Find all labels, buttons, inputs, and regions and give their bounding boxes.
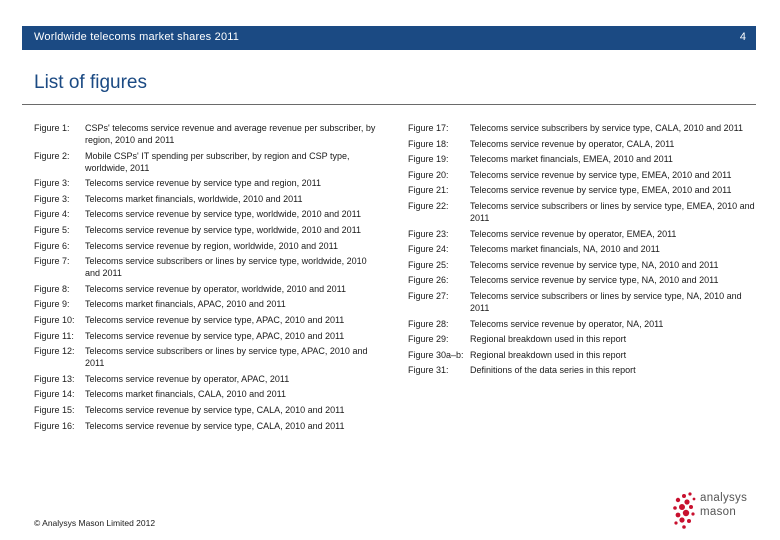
logo-dot bbox=[682, 494, 686, 498]
figure-entry bbox=[408, 184, 758, 196]
figure-number: Figure 28: bbox=[408, 318, 449, 329]
figure-number: Figure 21: bbox=[408, 185, 449, 196]
figure-caption: Telecoms service revenue by region, worldwide, 2010 and 2011 bbox=[85, 240, 338, 251]
figure-number: Figure 20: bbox=[408, 169, 449, 180]
figure-number: Figure 4: bbox=[34, 209, 70, 220]
figure-entry bbox=[34, 345, 384, 369]
figure-caption: Telecoms market financials, APAC, 2010 and 2011 bbox=[85, 299, 286, 310]
logo-word-1: analysys bbox=[700, 492, 748, 504]
logo-dot bbox=[674, 521, 677, 524]
figure-number: Figure 29: bbox=[408, 334, 449, 345]
figure-caption: Telecoms service revenue by service type, EMEA, 2010 and 2011 bbox=[470, 169, 732, 180]
analysys-mason-logo bbox=[666, 488, 766, 532]
figure-number: Figure 26: bbox=[408, 275, 449, 286]
figure-caption: Telecoms service revenue by service type, APAC, 2010 and 2011 bbox=[85, 314, 345, 325]
figure-number: Figure 12: bbox=[34, 346, 75, 357]
figure-entry bbox=[408, 259, 758, 271]
figure-number: Figure 24: bbox=[408, 244, 449, 255]
figure-caption: Mobile CSPs' IT spending per subscriber, by region and CSP type, worldwide, 2011 bbox=[85, 150, 350, 173]
figure-number: Figure 6: bbox=[34, 240, 70, 251]
figure-number: Figure 10: bbox=[34, 314, 75, 325]
page-number: 4 bbox=[739, 31, 746, 43]
figure-caption: Telecoms service revenue by service type, worldwide, 2010 and 2011 bbox=[85, 224, 361, 235]
logo-dot bbox=[682, 525, 686, 529]
figure-entry bbox=[34, 240, 384, 252]
figure-number: Figure 8: bbox=[34, 283, 70, 294]
figure-list-left bbox=[34, 122, 384, 435]
logo-dot bbox=[683, 510, 689, 516]
figure-number: Figure 16: bbox=[34, 420, 75, 431]
figure-number: Figure 19: bbox=[408, 154, 449, 165]
copyright-footer: © Analysys Mason Limited 2012 bbox=[34, 518, 156, 528]
figure-caption: Telecoms service revenue by service type, worldwide, 2010 and 2011 bbox=[85, 209, 361, 220]
figure-caption: Telecoms service revenue by service type, CALA, 2010 and 2011 bbox=[85, 404, 345, 415]
figure-entry bbox=[34, 193, 384, 205]
figure-number: Figure 1: bbox=[34, 123, 70, 133]
figure-entry bbox=[408, 122, 758, 134]
figure-number: Figure 18: bbox=[408, 138, 449, 149]
figure-entry bbox=[34, 298, 384, 310]
figure-number: Figure 9: bbox=[34, 299, 70, 310]
figure-number: Figure 23: bbox=[408, 228, 449, 239]
figure-caption: Telecoms service subscribers or lines by service type, EMEA, 2010 and 2011 bbox=[470, 200, 755, 223]
figure-entry bbox=[34, 283, 384, 295]
figure-number: Figure 22: bbox=[408, 200, 449, 211]
figure-entry bbox=[408, 364, 758, 376]
document-title: Worldwide telecoms market shares 2011 bbox=[34, 31, 240, 43]
page-title: List of figures bbox=[34, 72, 147, 93]
figure-entry bbox=[34, 420, 384, 432]
figure-caption: Telecoms service revenue by operator, worldwide, 2010 and 2011 bbox=[85, 283, 346, 294]
figure-caption: Telecoms service revenue by service type, CALA, 2010 and 2011 bbox=[85, 420, 345, 431]
figure-caption: Telecoms service revenue by service type, NA, 2010 and 2011 bbox=[470, 259, 719, 270]
logo-dot bbox=[679, 504, 685, 510]
figure-caption: Telecoms service subscribers or lines by service type, worldwide, 2010 and 2011 bbox=[85, 256, 367, 279]
figure-entry bbox=[408, 274, 758, 286]
figure-number: Figure 3: bbox=[34, 193, 70, 204]
figure-number: Figure 7: bbox=[34, 256, 70, 267]
logo-dot bbox=[687, 519, 691, 523]
figure-number: Figure 5: bbox=[34, 224, 70, 235]
figure-caption: Telecoms service revenue by service type, APAC, 2010 and 2011 bbox=[85, 330, 345, 341]
figure-caption: Telecoms service revenue by operator, EMEA, 2011 bbox=[470, 228, 677, 239]
logo-dots-icon bbox=[666, 488, 700, 532]
figure-entry bbox=[34, 388, 384, 400]
logo-dot bbox=[679, 517, 684, 522]
figure-entry bbox=[408, 290, 758, 314]
figure-number: Figure 27: bbox=[408, 290, 449, 301]
logo-dot bbox=[676, 513, 681, 518]
figure-number: Figure 11: bbox=[34, 330, 74, 341]
figure-number: Figure 17: bbox=[408, 123, 449, 133]
figure-entry bbox=[408, 153, 758, 165]
figure-caption: Telecoms market financials, CALA, 2010 and 2011 bbox=[85, 389, 286, 400]
figure-entry bbox=[408, 333, 758, 345]
logo-dot bbox=[689, 505, 693, 509]
figure-caption: Regional breakdown used in this report bbox=[470, 349, 627, 360]
figure-caption: Telecoms service subscribers or lines by service type, NA, 2010 and 2011 bbox=[470, 290, 742, 313]
figure-caption: Telecoms service revenue by operator, APAC, 2011 bbox=[85, 373, 290, 384]
figure-entry bbox=[34, 330, 384, 342]
figure-caption: Telecoms service revenue by service type and region, 2011 bbox=[85, 178, 321, 189]
figure-number: Figure 30a–b: bbox=[408, 349, 464, 360]
figure-caption: Telecoms market financials, worldwide, 2010 and 2011 bbox=[85, 193, 303, 204]
figure-caption: Telecoms service subscribers or lines by service type, APAC, 2010 and 2011 bbox=[85, 346, 368, 369]
figure-entry bbox=[408, 243, 758, 255]
logo-dot bbox=[693, 498, 696, 501]
figure-caption: Telecoms service revenue by operator, CALA, 2011 bbox=[470, 138, 675, 149]
logo-dot bbox=[691, 512, 694, 515]
figure-caption: Telecoms service revenue by operator, NA, 2011 bbox=[470, 318, 664, 329]
figure-caption: Telecoms market financials, EMEA, 2010 and 2011 bbox=[470, 154, 673, 165]
figure-entry bbox=[408, 138, 758, 150]
figure-number: Figure 2: bbox=[34, 150, 70, 161]
figure-caption: Telecoms market financials, NA, 2010 and 2011 bbox=[470, 244, 660, 255]
figure-entry bbox=[34, 122, 384, 146]
figure-number: Figure 15: bbox=[34, 404, 75, 415]
header-bar bbox=[22, 26, 756, 50]
figure-entry bbox=[34, 314, 384, 326]
figure-list-right bbox=[408, 122, 758, 380]
figure-number: Figure 25: bbox=[408, 259, 449, 270]
logo-dot bbox=[676, 498, 680, 502]
figure-entry bbox=[34, 208, 384, 220]
figure-entry bbox=[34, 373, 384, 385]
figure-entry bbox=[408, 169, 758, 181]
figure-number: Figure 31: bbox=[408, 365, 449, 376]
figure-caption: Regional breakdown used in this report bbox=[470, 334, 627, 345]
figure-number: Figure 14: bbox=[34, 389, 75, 400]
figure-entry bbox=[408, 349, 758, 361]
figure-caption: Definitions of the data series in this report bbox=[470, 365, 636, 376]
logo-dot bbox=[684, 499, 689, 504]
logo-word-2: mason bbox=[700, 506, 737, 518]
figure-entry bbox=[34, 255, 384, 279]
figure-entry bbox=[408, 228, 758, 240]
figure-entry bbox=[408, 318, 758, 330]
figure-entry bbox=[408, 200, 758, 224]
figure-entry bbox=[34, 150, 384, 174]
logo-dot bbox=[673, 506, 677, 510]
figure-entry bbox=[34, 177, 384, 189]
title-divider bbox=[22, 104, 756, 105]
figure-caption: Telecoms service subscribers by service type, CALA, 2010 and 2011 bbox=[470, 123, 743, 133]
figure-entry bbox=[34, 404, 384, 416]
logo-dot bbox=[688, 492, 691, 495]
figure-caption: Telecoms service revenue by service type, NA, 2010 and 2011 bbox=[470, 275, 719, 286]
figure-entry bbox=[34, 224, 384, 236]
figure-number: Figure 3: bbox=[34, 178, 70, 189]
figure-number: Figure 13: bbox=[34, 373, 75, 384]
figure-caption: CSPs' telecoms service revenue and average revenue per subscriber, by region, 2010 and 2011 bbox=[85, 123, 376, 145]
figure-caption: Telecoms service revenue by service type, EMEA, 2010 and 2011 bbox=[470, 185, 732, 196]
